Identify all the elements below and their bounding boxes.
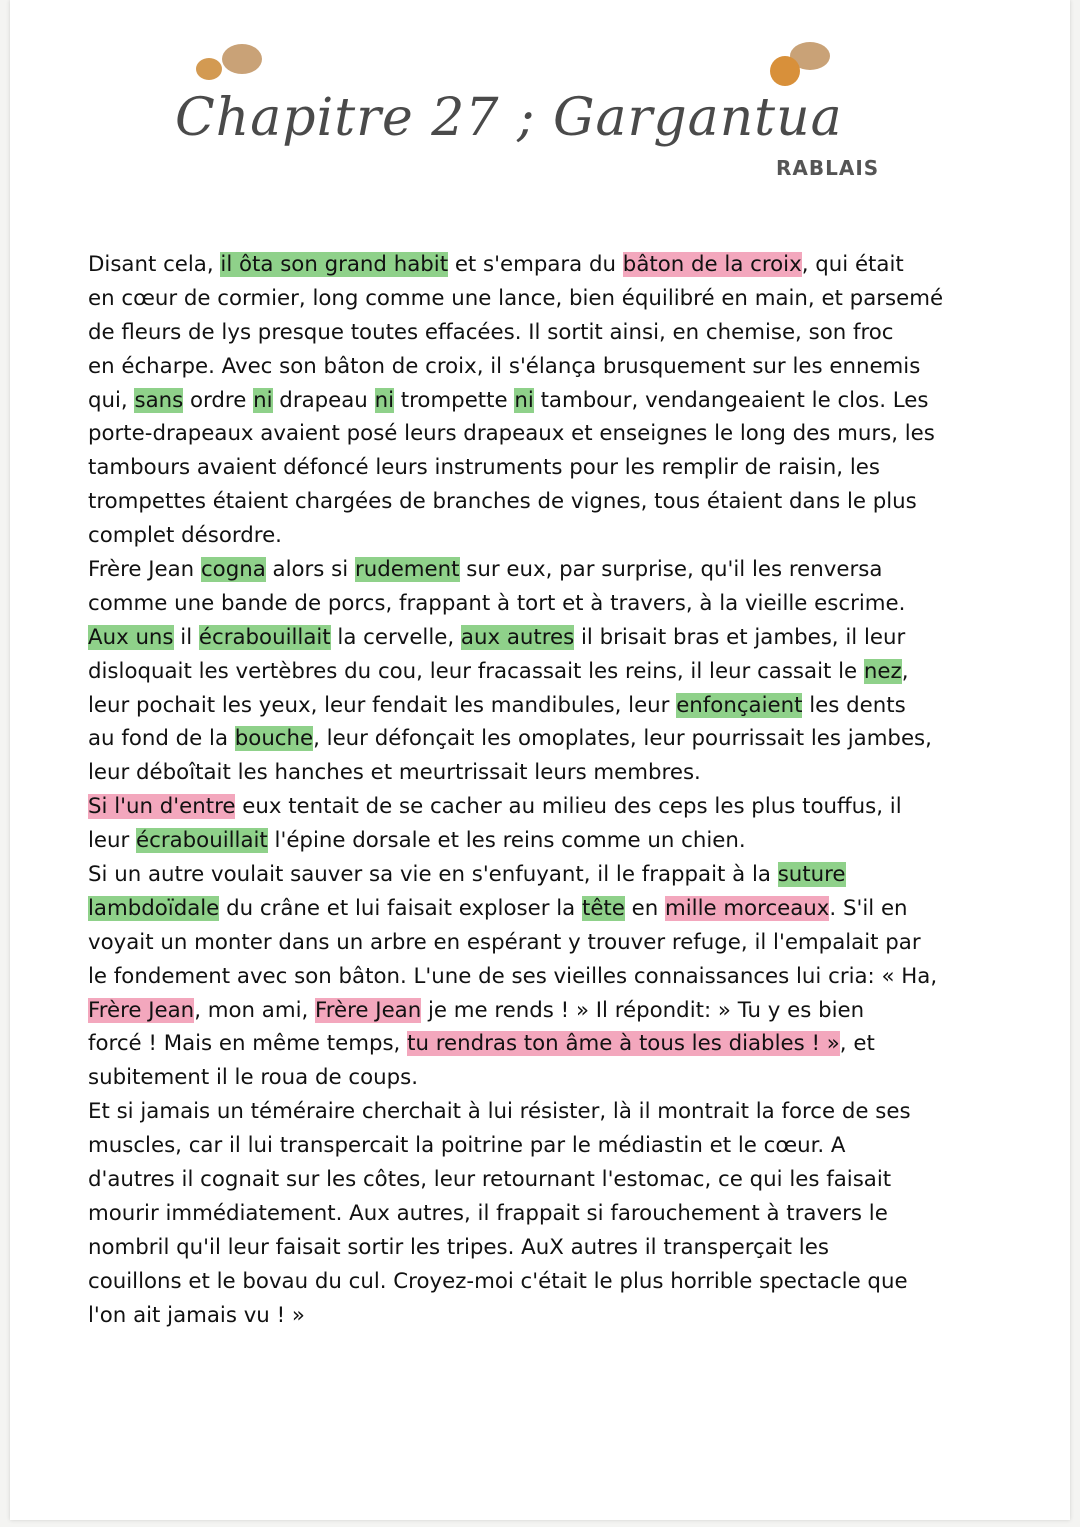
text-segment: . S'il en (829, 895, 908, 921)
text-segment: complet désordre. (88, 523, 282, 549)
highlight-pink: mille morceaux (665, 895, 830, 921)
text-segment: trompette (394, 387, 515, 413)
highlight-pink: bâton de la croix (622, 252, 802, 277)
text-line (88, 417, 978, 451)
highlight-green: nez (863, 658, 902, 684)
text-line (88, 1265, 978, 1299)
text-line (88, 1163, 978, 1197)
text-segment: nombril qu'il leur faisait sortir les tripes. AuX autres il transperçait les (88, 1234, 829, 1260)
highlight-pink: Frère Jean (315, 997, 422, 1023)
text-line (88, 689, 978, 723)
text-segment: Si un autre voulait sauver sa vie en s'enfuyant, il le frappait à la (88, 862, 778, 888)
text-segment: au fond de la (88, 726, 235, 752)
text-line (88, 1095, 978, 1129)
highlight-green: ni (374, 387, 394, 413)
text-segment: il brisait bras et jambes, il leur (574, 624, 906, 650)
text-segment: alors si (265, 557, 355, 583)
text-line (88, 248, 978, 282)
text-line (88, 350, 978, 384)
highlight-pink: Si l'un d'entre (88, 794, 236, 820)
highlight-green: écrabouillait (198, 624, 331, 650)
text-segment: en (624, 895, 666, 921)
text-segment: en écharpe. Avec son bâton de croix, il s'élança brusquement sur les ennemis (88, 353, 921, 379)
text-line (88, 519, 978, 553)
highlight-green: Aux uns (88, 624, 174, 650)
highlight-green: rudement (354, 557, 460, 583)
text-segment: tambours avaient défoncé leurs instruments pour les remplir de raisin, les (88, 455, 880, 481)
text-line (88, 824, 978, 858)
text-segment: porte-drapeaux avaient posé leurs drapeaux et enseignes le long des murs, les (88, 421, 935, 447)
highlight-pink: Frère Jean (88, 997, 195, 1023)
text-segment: leur pochait les yeux, leur fendait les mandibules, leur (88, 692, 677, 718)
text-segment: Frère Jean (88, 557, 201, 583)
text-segment: couillons et le bovau du cul. Croyez-moi c'était le plus horrible spectacle que (88, 1268, 908, 1294)
text-line (88, 451, 978, 485)
text-segment: , (901, 658, 909, 684)
text-segment: , mon ami, (194, 997, 316, 1023)
text-segment: mourir immédiatement. Aux autres, il frappait si farouchement à travers le (88, 1200, 888, 1226)
text-line (88, 1197, 978, 1231)
highlight-pink: tu rendras ton âme à tous les diables ! » (407, 1031, 840, 1057)
text-segment: subitement il le roua de coups. (88, 1065, 418, 1091)
text-segment: sur eux, par surprise, qu'il les renversa (459, 557, 883, 583)
text-segment: qui, (88, 387, 135, 413)
highlight-green: tête (581, 895, 625, 921)
text-segment: du crâne et lui faisait exploser la (219, 895, 582, 921)
text-segment: il (173, 624, 199, 650)
text-segment: la cervelle, (330, 624, 461, 650)
text-segment: je me rends ! » Il répondit: » Tu y es bien (421, 997, 865, 1023)
text-line (88, 1027, 978, 1061)
text-segment: tambour, vendangeaient le clos. Les (533, 387, 929, 413)
text-segment: muscles, car il lui transpercait la poitrine par le médiastin et le cœur. A (88, 1133, 846, 1159)
text-line (88, 1129, 978, 1163)
highlight-green: bouche (234, 726, 314, 752)
highlight-green: lambdoïdale (88, 895, 220, 921)
text-segment: de fleurs de lys presque toutes effacées. Il sortit ainsi, en chemise, son froc (88, 319, 894, 345)
text-line (88, 994, 978, 1028)
text-segment: l'on ait jamais vu ! » (88, 1302, 305, 1328)
text-segment: Disant cela, (88, 252, 221, 277)
text-segment: leur (88, 828, 137, 854)
text-line (88, 316, 978, 350)
text-segment: voyait un monter dans un arbre en espérant y trouver refuge, il l'empalait par (88, 929, 921, 955)
highlight-green: sans (134, 387, 184, 413)
highlight-green: il ôta son grand habit (220, 252, 449, 277)
text-line (88, 722, 978, 756)
text-line (88, 960, 978, 994)
text-line (88, 282, 978, 316)
text-segment: Et si jamais un téméraire cherchait à lui résister, là il montrait la force de ses (88, 1099, 911, 1125)
text-segment: ordre (183, 387, 254, 413)
text-line (88, 655, 978, 689)
highlight-green: écrabouillait (136, 828, 268, 854)
text-segment: drapeau (272, 387, 375, 413)
text-segment: le fondement avec son bâton. L'une de ses vieilles connaissances lui cria: « Ha, (88, 963, 938, 989)
text-segment: comme une bande de porcs, frappant à tort et à travers, à la vieille escrime. (88, 590, 906, 616)
chapter-text (88, 248, 978, 1333)
text-segment: disloquait les vertèbres du cou, leur fracassait les reins, il leur cassait le (88, 658, 864, 684)
text-line (88, 1231, 978, 1265)
text-segment: d'autres il cognait sur les côtes, leur retournant l'estomac, ce qui les faisait (88, 1167, 892, 1193)
text-line (88, 553, 978, 587)
text-line (88, 621, 978, 655)
highlight-green: cogna (200, 557, 266, 583)
text-line (88, 1299, 978, 1333)
text-line (88, 790, 978, 824)
highlight-green: ni (253, 387, 273, 413)
author-name: RABLAIS (776, 156, 880, 180)
text-segment: l'épine dorsale et les reins comme un chien. (267, 828, 746, 854)
text-segment: les dents (802, 692, 906, 718)
text-segment: en cœur de cormier, long comme une lance, bien équilibré en main, et parsemé (88, 285, 944, 311)
highlight-green: suture (777, 862, 846, 888)
text-line (88, 1061, 978, 1095)
text-segment: trompettes étaient chargées de branches de vignes, tous étaient dans le plus (88, 489, 917, 515)
text-line (88, 756, 978, 790)
text-segment: leur déboîtait les hanches et meurtrissait leurs membres. (88, 760, 701, 786)
page-title: Chapitre 27 ; Gargantua (175, 88, 843, 148)
highlight-green: aux autres (460, 624, 575, 650)
text-line (88, 858, 978, 892)
text-line (88, 384, 978, 418)
text-segment: , leur défonçait les omoplates, leur pourrissait les jambes, (313, 726, 932, 752)
text-line (88, 485, 978, 519)
highlight-green: enfonçaient (676, 692, 803, 718)
text-segment: , qui était (801, 252, 904, 277)
text-line (88, 926, 978, 960)
text-segment: , et (839, 1031, 875, 1057)
text-line (88, 892, 978, 926)
text-segment: et s'empara du (448, 252, 623, 277)
highlight-green: ni (514, 387, 534, 413)
text-line (88, 587, 978, 621)
text-segment: eux tentait de se cacher au milieu des ceps les plus touffus, il (235, 794, 902, 820)
text-segment: forcé ! Mais en même temps, (88, 1031, 408, 1057)
